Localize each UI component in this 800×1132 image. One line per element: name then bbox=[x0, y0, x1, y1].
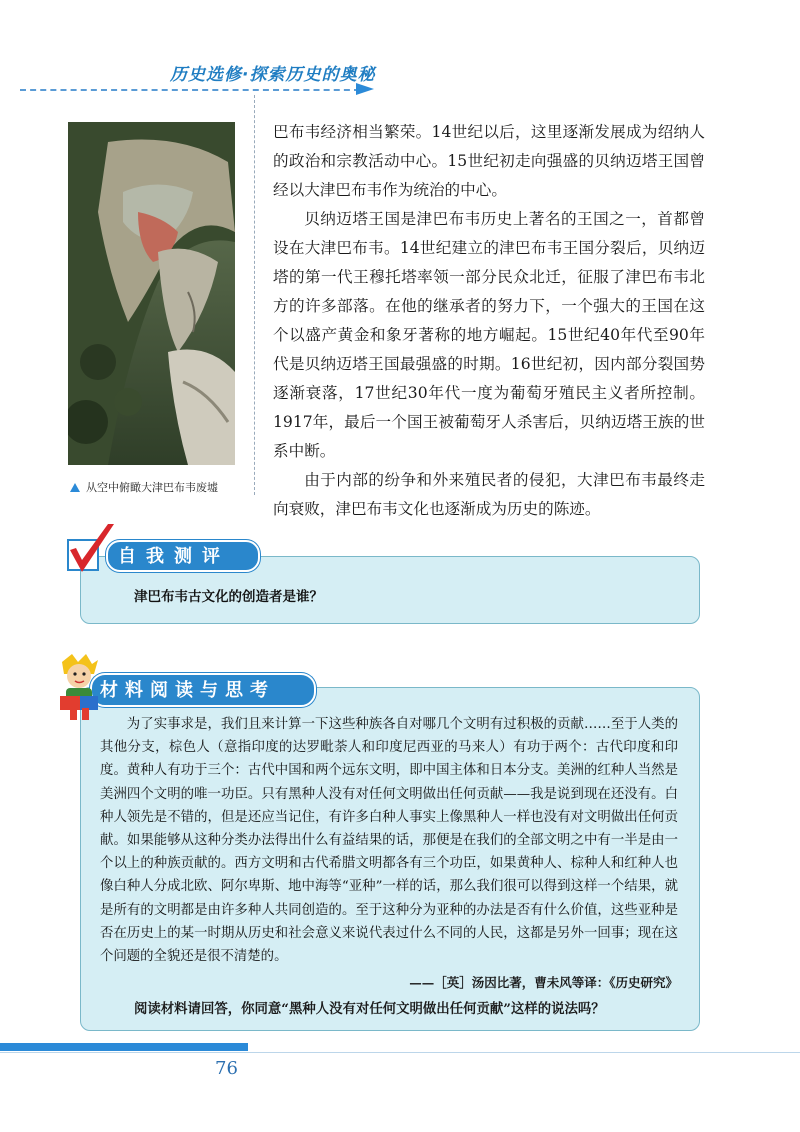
reading-paragraph: 为了实事求是，我们且来计算一下这些种族各自对哪几个文明有过积极的贡献……至于人类的其他分支，棕色人（意指印度的达罗毗荼人和印度尼西亚的马来人）有功于两个：古代印度和印度。黄种人有功于三个：古代中国和两个远东文明，即中国主体和日本分支。美洲的红种人当然是美洲四个文明的唯一功臣。只有黑种人没有对任何文明做出任何贡献——我是说到现在还没有。白种人领先是不错的，但是还应当记住，有许多白种人事实上像黑种人一样也没有对文明做出任何贡献。如果能够从这种分类办法得出什么有益结果的话，那便是在我们的全部文明之中有一半是由一个以上的种族贡献的。西方文明和古代希腊文明都各有三个功臣，如果黄种人、棕种人和红种人也像白种人分成北欧、阿尔卑斯、地中海等“亚种”一样的话，那么我们很可以得到这样一个结果，就是所有的文明都是由许多种人共同创造的。至于这种分为亚种的办法是否有什么价值，这些亚种是否在历史上的某一时期从历史和社会意义来说代表过什么不同的人民，这都是另外一回事；现在这个问题的全貌还是很不清楚的。 bbox=[100, 717, 678, 965]
header-arrow-icon bbox=[356, 83, 374, 95]
body-paragraph: 巴布韦经济相当繁荣。14世纪以后，这里逐渐发展成为绍纳人的政治和宗教活动中心。15世纪初走向强盛的贝纳迈塔王国曾经以大津巴布韦作为统治的中心。 bbox=[273, 123, 705, 199]
caption-triangle-icon bbox=[70, 483, 80, 492]
main-body-text bbox=[273, 118, 705, 524]
footer-rule bbox=[0, 1052, 800, 1053]
self-test-question: 津巴布韦古文化的创造者是谁？ bbox=[134, 589, 323, 605]
body-paragraph: 由于内部的纷争和外来殖民者的侵犯，大津巴布韦最终走向衰败，津巴布韦文化也逐渐成为历史的陈迹。 bbox=[273, 471, 705, 518]
column-divider bbox=[254, 95, 255, 495]
body-paragraph: 贝纳迈塔王国是津巴布韦历史上著名的王国之一，首都曾设在大津巴布韦。14世纪建立的津巴布韦王国分裂后，贝纳迈塔的第一代王穆托塔率领一部分民众北迁，征服了津巴布韦北方的许多部落。在他的继承者的努力下，一个强大的王国在这个以盛产黄金和象牙著称的地方崛起。15世纪40年代至90年代是贝纳迈塔王国最强盛的时期。16世纪初，因内部分裂国势逐渐衰落，17世纪30年代一度为葡萄牙殖民主义者所控制。1917年，最后一个国王被葡萄牙人杀害后，贝纳迈塔王族的世系中断。 bbox=[273, 210, 705, 460]
self-test-title: 自我测评 bbox=[118, 546, 230, 567]
ruins-photo-illustration bbox=[68, 122, 235, 465]
student-reading-icon bbox=[54, 652, 104, 722]
reading-passage bbox=[100, 713, 678, 968]
reading-question: 阅读材料请回答，你同意“黑种人没有对任何文明做出任何贡献”这样的说法吗？ bbox=[134, 1001, 605, 1017]
reading-citation: ——［英］汤因比著，曹未风等译：《历史研究》 bbox=[409, 975, 678, 990]
checkmark-icon bbox=[62, 520, 122, 580]
photo-caption-text: 从空中俯瞰大津巴布韦废墟 bbox=[86, 481, 218, 494]
page-number: 76 bbox=[215, 1058, 238, 1079]
header-dashed-rule bbox=[20, 89, 360, 91]
ruins-aerial-photo bbox=[68, 122, 235, 465]
running-header-title: 历史选修·探索历史的奥秘 bbox=[170, 65, 376, 85]
reading-title: 材料阅读与思考 bbox=[100, 680, 275, 701]
photo-caption bbox=[70, 479, 218, 495]
footer-accent-bar bbox=[0, 1043, 248, 1051]
